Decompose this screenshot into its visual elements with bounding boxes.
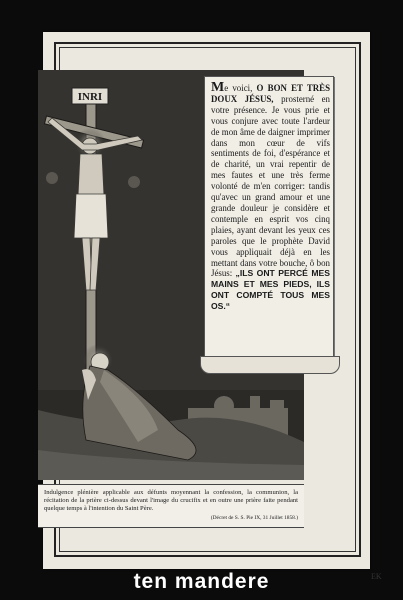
- prayer-text: [211, 80, 331, 312]
- indulgence-box: [38, 484, 304, 528]
- watermark: ten mandere: [133, 570, 270, 593]
- prayer-invocation: O BON ET TRÈS DOUX JÉSUS,: [211, 83, 331, 104]
- prayer-body: prosterné en votre présence. Je vous prie et vous conjure avec toute l'ardeur de mon âme de daigner imprimer dans mon cœur de vifs sentiments de foi, d'espérance et de charité, un vrai repentir de mes fautes et une très ferme volonté de m'en corriger: tandis qu'avec un grand amour et une grande douleur je considère et contemple en esprit vos cinq plaies, ayant devant les yeux ces paroles que le prophète David vous appliquait déjà en les mettant dans votre bouche, ô bon Jésus:: [211, 93, 330, 279]
- indulgence-text: [44, 489, 298, 522]
- publisher-mark: EK: [371, 572, 382, 581]
- indulgence-description: Indulgence plénière applicable aux défunts moyennant la confession, la communion, la récitation de la prière ci-dessus devant l'image du crucifix et en outre une prière faite pendant quelque temps à l'intention du Saint Père.: [44, 489, 298, 513]
- inri-inscription: INRI: [77, 91, 103, 103]
- drop-cap: M: [211, 80, 225, 95]
- prayer-opening: e voici,: [224, 83, 257, 93]
- scroll-curl: [200, 356, 340, 374]
- prayer-scroll: [204, 76, 334, 360]
- psalm-quote: „ILS ONT PERCÉ MES MAINS ET MES PIEDS, ILS ONT COMPTÉ TOUS MES OS.“: [211, 268, 330, 312]
- decree-citation: (Décret de S. S. Pie IX, 31 Juillet 1858.): [210, 514, 298, 521]
